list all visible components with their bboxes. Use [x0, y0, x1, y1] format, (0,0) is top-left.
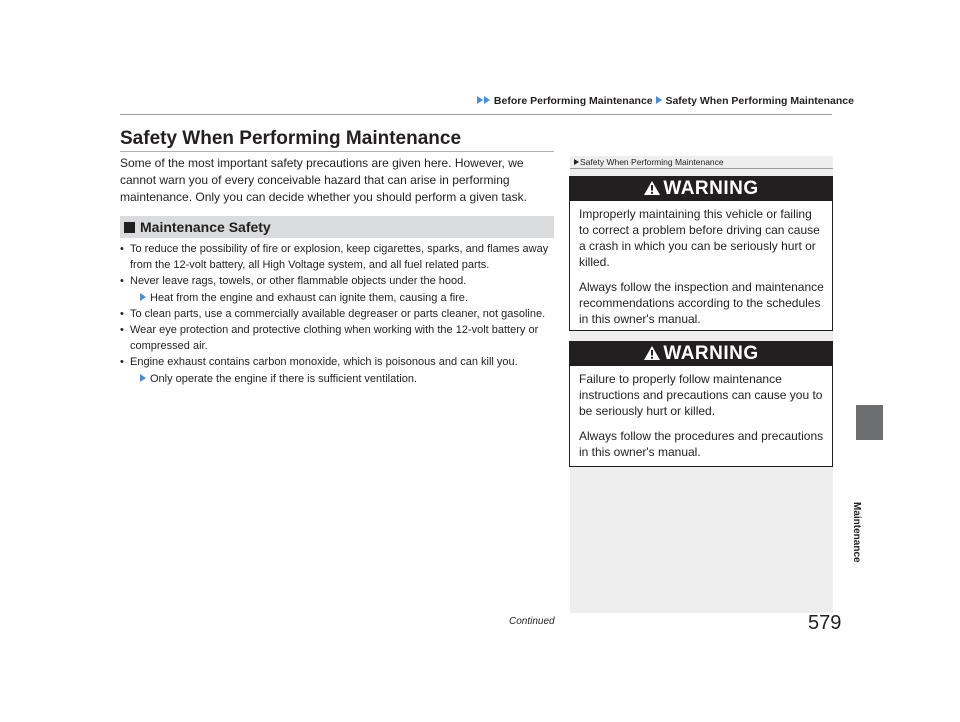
arrow-right-icon	[140, 293, 146, 301]
page-title: Safety When Performing Maintenance	[120, 128, 462, 149]
bullet-dot-icon: •	[120, 275, 124, 288]
warning-paragraph: Always follow the procedures and precautions in this owner's manual.	[579, 429, 824, 459]
warning-label: WARNING	[663, 343, 759, 364]
warning-text	[570, 201, 832, 327]
title-divider	[120, 151, 554, 152]
header-divider	[120, 114, 832, 115]
warning-box	[569, 176, 833, 331]
arrow-right-icon	[140, 374, 146, 382]
chapter-tab-label-text: Maintenance	[851, 502, 862, 563]
breadcrumb-arrow-icon	[484, 96, 490, 104]
warning-text	[570, 366, 832, 460]
breadcrumb-arrow-icon	[656, 96, 662, 104]
bullet-list	[120, 241, 560, 387]
bullet-dot-icon: •	[120, 324, 124, 337]
breadcrumb-item[interactable]: Before Performing Maintenance	[493, 95, 653, 107]
sidebar-divider	[570, 168, 833, 169]
reference-marker-icon	[574, 159, 579, 165]
chapter-tab[interactable]	[856, 405, 883, 440]
list-item-note	[130, 290, 560, 306]
list-item	[120, 354, 560, 386]
list-item-text: To reduce the possibility of fire or explosion, keep cigarettes, sparks, and flames away from the 12-volt battery, all High Voltage system, and all fuel related parts.	[130, 243, 549, 272]
list-item	[120, 273, 560, 305]
list-item	[120, 322, 560, 354]
bullet-dot-icon: •	[120, 243, 124, 255]
list-item-text: Never leave rags, towels, or other flammable objects under the hood.	[130, 275, 467, 288]
warning-paragraph: Improperly maintaining this vehicle or failing to correct a problem before driving can cause a crash in which you can be seriously hurt or killed.	[579, 207, 820, 269]
list-item	[120, 241, 560, 273]
sidebar-header-text: Safety When Performing Maintenance	[580, 157, 724, 167]
warning-bar	[570, 342, 832, 366]
page-number: 579	[808, 612, 842, 634]
square-bullet-icon	[124, 222, 135, 233]
sidebar-header	[574, 157, 724, 167]
breadcrumb-arrow-icon	[477, 96, 483, 104]
list-item	[120, 306, 560, 322]
warning-label: WARNING	[663, 178, 759, 199]
bullet-dot-icon: •	[120, 356, 124, 369]
section-heading	[124, 219, 271, 235]
warning-triangle-icon	[643, 180, 661, 196]
list-item-text: Wear eye protection and protective clothing when working with the 12-volt battery or compressed air.	[130, 324, 539, 353]
warning-paragraph: Always follow the inspection and maintenance recommendations according to the schedules in this owner's manual.	[579, 280, 824, 326]
breadcrumb-item[interactable]: Safety When Performing Maintenance	[665, 95, 854, 107]
list-item-note-text: Heat from the engine and exhaust can ignite them, causing a fire.	[150, 291, 468, 304]
continued-label: Continued	[509, 616, 555, 627]
warning-triangle-icon	[643, 345, 661, 361]
chapter-tab-label	[851, 502, 862, 563]
warning-box	[569, 341, 833, 467]
breadcrumb	[477, 95, 854, 107]
section-heading-text: Maintenance Safety	[140, 219, 271, 235]
list-item-note-text: Only operate the engine if there is sufficient ventilation.	[150, 372, 418, 385]
list-item-note	[130, 371, 560, 387]
bullet-dot-icon: •	[120, 307, 124, 320]
list-item-text: Engine exhaust contains carbon monoxide, which is poisonous and can kill you.	[130, 356, 518, 369]
list-item-text: To clean parts, use a commercially available degreaser or parts cleaner, not gasoline.	[130, 307, 546, 320]
warning-paragraph: Failure to properly follow maintenance instructions and precautions can cause you to be seriously hurt or killed.	[579, 372, 823, 418]
intro-paragraph: Some of the most important safety precautions are given here. However, we cannot warn you of every conceivable hazard that can arise in performing maintenance. Only you can decide whether you should perform a given task.	[120, 156, 527, 204]
warning-bar	[570, 177, 832, 201]
